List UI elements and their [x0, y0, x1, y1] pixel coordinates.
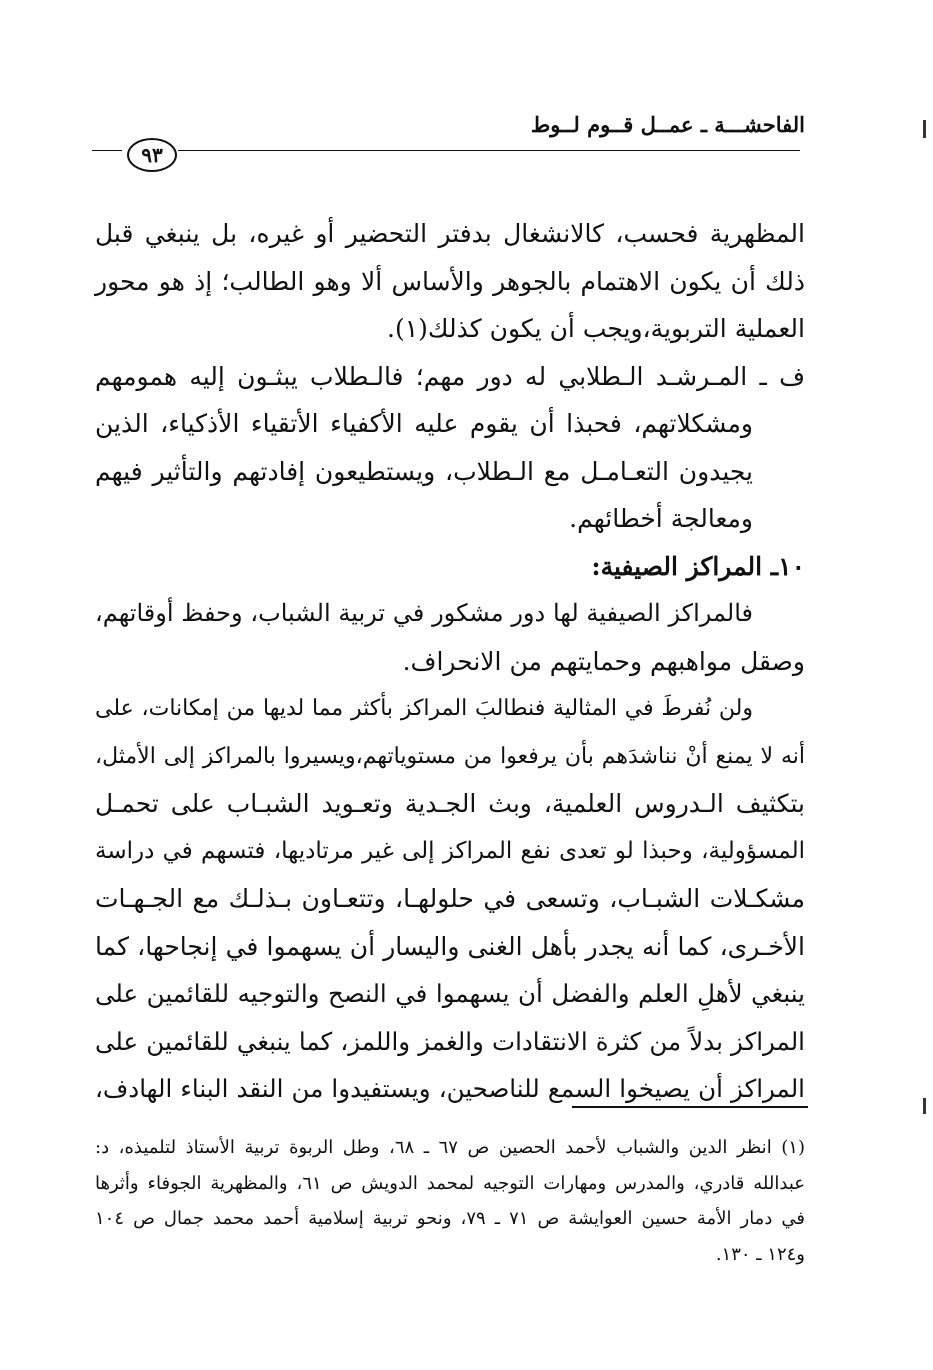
section-heading: ١٠ـ المراكز الصيفية: — [591, 551, 805, 581]
text-line: بتكثيف الـدروس العلمية، وبث الجـدية وتعـويد الشبـاب على تحمـل — [95, 789, 805, 818]
text-line: الأخـرى، كما أنه يجدر بأهل الغنى واليسار أن يسهموا في إنجاحها، كما — [95, 931, 805, 961]
text-line: المظهرية فحسب، كالانشغال بدفتر التحضير أو غيره، بل ينبغي قبل — [95, 219, 805, 248]
footnote-line: و١٢٤ ـ ١٣٠. — [715, 1243, 805, 1265]
text-line: ومشكلاتهم، فحبذا أن يقوم عليه الأكفياء الأتقياء الأذكياء، الذين — [95, 409, 753, 438]
list-item-line: ف ـ المـرشـد الـطلابي له دور مهم؛ فالـطلاب يبثـون إليه همومهم — [95, 361, 805, 391]
footnotes — [95, 1130, 805, 1272]
header-rule — [178, 150, 800, 151]
scan-edge-mark — [923, 1098, 926, 1114]
footnote-line: في دمار الأمة حسين العوايشة ص ٧١ ـ ٧٩، ونحو تربية إسلامية أحمد محمد جمال ص ١٠٤ — [95, 1208, 805, 1229]
scan-edge-mark — [923, 120, 926, 138]
text-line: يجيدون التعـامـل مع الـطلاب، ويستطيعون إفادتهم والتأثير فيهم — [95, 456, 753, 486]
text-line: مشكـلات الشبـاب، وتسعى في حلولهـا، وتتعـاون بـذلـك مع الجـهـات — [95, 884, 805, 913]
text-line: المراكز بدلاً من كثرة الانتقادات والغمز واللمز، كما ينبغي للقائمين على — [95, 1026, 805, 1056]
text-line: أنه لا يمنع أنْ نناشدَهم بأن يرفعوا من مستوياتهم،ويسيروا بالمراكز إلى الأمثل، — [95, 743, 805, 769]
text-line: ومعالجة أخطائهم. — [569, 504, 753, 533]
text-line: ينبغي لأهلِ العلم والفضل أن يسهموا في النصح والتوجيه للقائمين على — [95, 979, 805, 1008]
text-line: المراكز أن يصيخوا السمع للناصحين، ويستفيدوا من النقد البناء الهادف، — [95, 1074, 805, 1103]
text-line: ولن نُفرطَ في المثالية فنطالبَ المراكز بأكثر مما لديها من إمكانات، على — [95, 696, 753, 721]
page-number: ٩٣ — [127, 138, 177, 172]
footnote-line: (١) انظر الدين والشباب لأحمد الحصين ص ٦٧ ـ ٦٨، وطل الربوة تربية الأستاذ لتلميذه، د: — [95, 1137, 805, 1158]
text-line: فالمراكز الصيفية لها دور مشكور في تربية الشباب، وحفظ أوقاتهم، — [95, 599, 753, 627]
running-title: الفاحشـــة ـ عمــل قــوم لــوط — [530, 112, 805, 137]
text-line: وصقل مواهبهم وحمايتهم من الانحراف. — [402, 646, 805, 676]
text-line: العملية التربوية،ويجب أن يكون كذلك(١). — [387, 314, 805, 343]
text-line: ذلك أن يكون الاهتمام بالجوهر والأساس ألا وهو الطالب؛ إذ هو محور — [95, 266, 805, 296]
text-line: المسؤولية، وحبذا لو تعدى نفع المراكز إلى غير مرتاديها، فتسهم في دراسة — [95, 837, 805, 864]
body-text — [95, 210, 805, 1113]
footnote-rule — [572, 1106, 808, 1108]
footnote-line: عبدالله قادري، والمدرس ومهارات التوجيه لمحمد الدويش ص ٦١، والمظهرية الجوفاء وأثرها — [95, 1172, 805, 1194]
header-left-dash — [92, 150, 122, 151]
